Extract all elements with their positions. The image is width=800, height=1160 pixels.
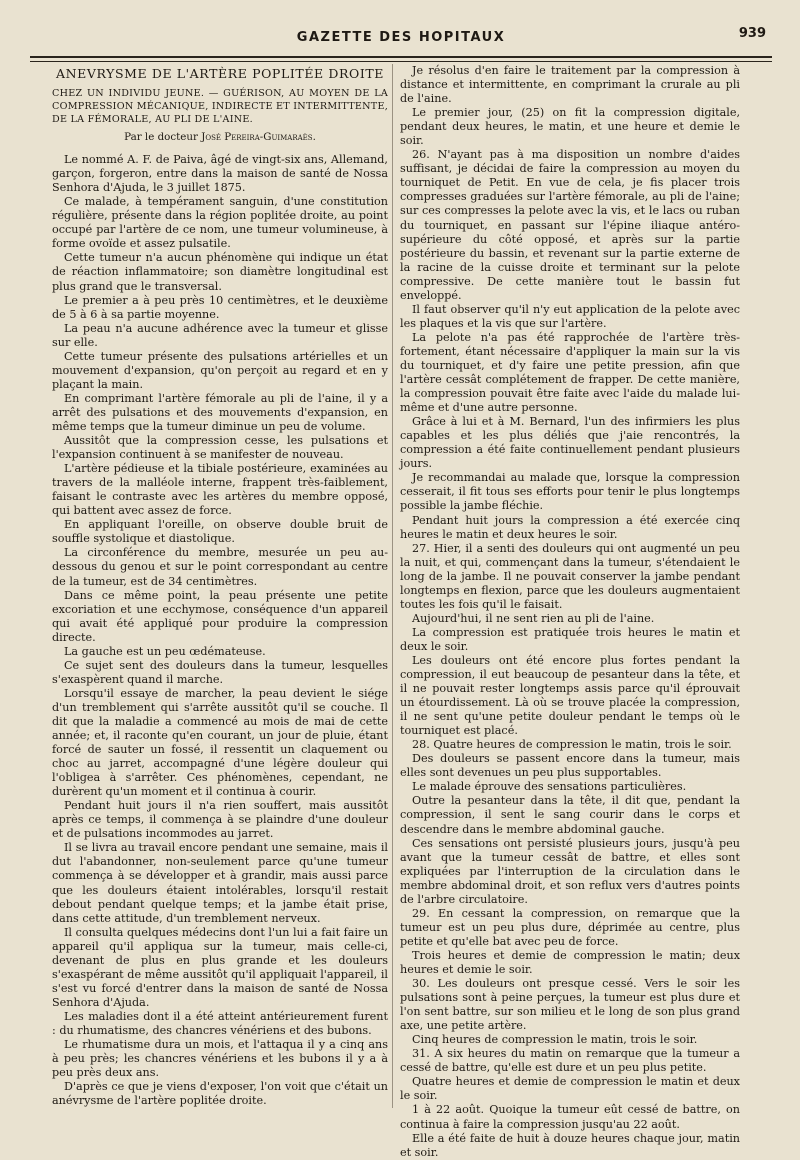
paragraph: Je résolus d'en faire le traitement par la compression à distance et intermittente, en comprimant la crurale au pli de l'aine.	[400, 64, 740, 106]
paragraph: 28. Quatre heures de compression le matin, trois le soir.	[412, 738, 732, 752]
paragraph: L'artère pédieuse et la tibiale postérieure, examinées au travers de la malléole interne, frappent très-faiblement, faisant le contraste avec les artères du membre opposé, qui battent avec assez de force.	[52, 462, 388, 518]
paragraph: La pelote n'a pas été rapprochée de l'artère très-fortement, étant nécessaire d'appliquer la main sur la vis du tourniquet, et d'y faire une petite pression, afin que l'artère cessât complétement de frapper. De cette manière, la compression pouvait être faite avec l'aide du malade lui-même et d'une autre personne.	[400, 330, 740, 415]
paragraph: 27. Hier, il a senti des douleurs qui ont augmenté un peu la nuit, et qui, commençant dans la tumeur, s'étendaient le long de la jambe. Il ne pouvait conserver la jambe pendant longtemps en flexion, parce que les douleurs augmentaient toutes les fois qu'il le faisait.	[400, 541, 740, 611]
paragraph: La circonférence du membre, mesurée un peu au-dessous du genou et sur le point correspondant au centre de la tumeur, est de 34 centimètres.	[52, 546, 388, 588]
header-rule-thick	[30, 56, 772, 58]
paragraph: Elle a été faite de huit à douze heures chaque jour, matin et soir.	[400, 1131, 740, 1159]
paragraph: Il se livra au travail encore pendant une semaine, mais il dut l'abandonner, non-seulement parce qu'une tumeur commença à se développer et à grandir, mais aussi parce que les douleurs étaient intolérables, lorsqu'il restait debout pendant quelque temps; et la jambe était prise, dans cette attitude, d'un tremblement nerveux.	[52, 841, 388, 925]
paragraph: Dans ce même point, la peau présente une petite excoriation et une ecchymose, conséquence d'un appareil qui avait été appliqué pour produire la compression directe.	[52, 588, 388, 644]
paragraph: La gauche est un peu œdémateuse.	[64, 644, 266, 658]
paragraph: Outre la pesanteur dans la tête, il dit que, pendant la compression, il sent le sang courir dans le corps et descendre dans le membre abdominal gauche.	[400, 794, 740, 836]
header-rule-thin	[30, 61, 772, 62]
paragraph: Les douleurs ont été encore plus fortes pendant la compression, il eut beaucoup de pesanteur dans la tête, et il ne pouvait rester longtemps assis parce qu'il éprouvait un étourdissement. Là où se trouve placée la compression, il ne sent qu'une petite douleur pendant le temps où le tourniquet est placé.	[400, 653, 740, 738]
paragraph: La peau n'a aucune adhérence avec la tumeur et glisse sur elle.	[52, 321, 388, 349]
paragraph: Le premier a à peu près 10 centimètres, et le deuxième de 5 à 6 à sa partie moyenne.	[52, 293, 388, 321]
article-author	[52, 130, 388, 144]
paragraph: Les maladies dont il a été atteint antérieurement furent : du rhumatisme, des chancres vénériens et des bubons.	[52, 1009, 388, 1037]
paragraph: Le premier jour, (25) on fit la compression digitale, pendant deux heures, le matin, et une heure et demie le soir.	[400, 106, 740, 148]
paragraph: 31. A six heures du matin on remarque que la tumeur a cessé de battre, qu'elle est dure et un peu plus petite.	[400, 1047, 740, 1075]
paragraph: Ce malade, à tempérament sanguin, d'une constitution régulière, présente dans la région poplitée droite, au point occupé par l'artère de ce nom, une tumeur volumineuse, à forme ovoïde et assez pulsatile.	[52, 195, 388, 251]
paragraph: Pendant huit jours il n'a rien souffert, mais aussitôt après ce temps, il commença à se plaindre d'une douleur et de pulsations incommodes au jarret.	[52, 799, 388, 841]
article-subtitle: CHEZ UN INDIVIDU JEUNE. — GUÉRISON, AU MOYEN DE LA COMPRESSION MÉCANIQUE, INDIRECTE ET INTERMITTENTE, DE LA FÉMORALE, AU PLI DE L'AINE.	[52, 88, 389, 126]
paragraph: 26. N'ayant pas à ma disposition un nombre d'aides suffisant, je décidai de faire la compression au moyen du tourniquet de Petit. En vue de cela, je fis placer trois compresses graduées sur l'artère fémorale, au pli de l'aine; sur ces compresses la pelote avec la vis, et le lacs ou ruban du tourniquet, en passant sur l'épine iliaque antéro-supérieure du côté opposé, et après sur la partie postérieure du bassin, et revenant sur la partie externe de la racine de la cuisse droite et terminant sur la pelote compressive. De cette manière tout le bassin fut enveloppé.	[400, 148, 740, 302]
paragraph: Pendant huit jours la compression a été exercée cinq heures le matin et deux heures le soir.	[400, 513, 740, 541]
paragraph: Cette tumeur n'a aucun phénomène qui indique un état de réaction inflammatoire; son diamètre longitudinal est plus grand que le transversal.	[52, 251, 388, 293]
page-header	[30, 22, 772, 48]
paragraph: En comprimant l'artère fémorale au pli de l'aine, il y a arrêt des pulsations et des mouvements d'expansion, en même temps que la tumeur diminue un peu de volume.	[52, 391, 388, 433]
paragraph: Cette tumeur présente des pulsations artérielles et un mouvement d'expansion, qu'on perçoit au regard et en y plaçant la main.	[52, 349, 388, 391]
article-title: ANEVRYSME DE L'ARTÈRE POPLITÉE DROITE	[55, 66, 385, 81]
journal-title: GAZETTE DES HOPITAUX	[296, 30, 506, 45]
paragraph: En appliquant l'oreille, on observe double bruit de souffle systolique et diastolique.	[52, 518, 388, 546]
paragraph: Trois heures et demie de compression le matin; deux heures et demie le soir.	[400, 948, 740, 976]
paragraph: Le malade éprouve des sensations particulières.	[412, 780, 687, 794]
paragraph: Aussitôt que la compression cesse, les pulsations et l'expansion continuent à se manifester de nouveau.	[52, 434, 388, 462]
left-column	[52, 64, 388, 1118]
author-name: José Pereira-Guimaraès.	[201, 131, 316, 144]
left-column-body	[52, 153, 388, 1108]
column-divider	[392, 64, 393, 1108]
paragraph: Aujourd'hui, il ne sent rien au pli de l'aine.	[412, 611, 655, 625]
paragraph: Il faut observer qu'il n'y eut application de la pelote avec les plaques et la vis que sur l'artère.	[400, 302, 740, 330]
paragraph: Je recommandai au malade que, lorsque la compression cesserait, il fit tous ses efforts pour tenir le plus longtemps possible la jambe fléchie.	[400, 471, 740, 513]
paragraph: 29. En cessant la compression, on remarque que la tumeur est un peu plus dure, déprimée au centre, plus petite et qu'elle bat avec peu de force.	[400, 906, 740, 948]
paragraph: 1 à 22 août. Quoique la tumeur eût cessé de battre, on continua à faire la compression jusqu'au 22 août.	[400, 1103, 740, 1131]
paragraph: 30. Les douleurs ont presque cessé. Vers le soir les pulsations sont à peine perçues, la tumeur est plus dure et l'on sent battre, sur son milieu et le long de son plus grand axe, une petite artère.	[400, 977, 740, 1033]
author-prefix: Par le docteur	[124, 131, 202, 144]
paragraph: D'après ce que je viens d'exposer, l'on voit que c'était un anévrysme de l'artère poplitée droite.	[52, 1080, 388, 1108]
paragraph: Le nommé A. F. de Paiva, âgé de vingt-six ans, Allemand, garçon, forgeron, entre dans la maison de santé de Nossa Senhora d'Ajuda, le 3 juillet 1875.	[52, 153, 388, 195]
paragraph: Ces sensations ont persisté plusieurs jours, jusqu'à peu avant que la tumeur cessât de battre, et elles sont expliquées par l'interruption de la circulation dans le membre abdominal droit, et son reflux vers d'autres points de l'arbre circulatoire.	[400, 836, 740, 906]
paragraph: Cinq heures de compression le matin, trois le soir.	[412, 1033, 698, 1047]
paragraph: Le rhumatisme dura un mois, et l'attaqua il y a cinq ans à peu près; les chancres vénériens et les bubons il y a à peu près deux ans.	[52, 1038, 388, 1080]
paragraph: Il consulta quelques médecins dont l'un lui a fait faire un appareil qu'il appliqua sur la tumeur, mais celle-ci, devenant de plus en plus grande et les douleurs s'exaspérant de même aussitôt qu'il appliquait l'appareil, il s'est vu forcé d'entrer dans la maison de santé de Nossa Senhora d'Ajuda.	[52, 925, 388, 1009]
right-column	[400, 64, 740, 1159]
paragraph: Grâce à lui et à M. Bernard, l'un des infirmiers les plus capables et les plus déliés que j'aie rencontrés, la compression a été faite continuellement pendant plusieurs jours.	[400, 415, 740, 471]
paragraph: Des douleurs se passent encore dans la tumeur, mais elles sont devenues un peu plus supportables.	[400, 752, 740, 780]
paragraph: Ce sujet sent des douleurs dans la tumeur, lesquelles s'exaspèrent quand il marche.	[52, 658, 388, 686]
right-column-body	[400, 64, 740, 1160]
paragraph: Quatre heures et demie de compression le matin et deux le soir.	[400, 1075, 740, 1103]
paragraph: Lorsqu'il essaye de marcher, la peau devient le siége d'un tremblement qui s'arrête aussitôt qu'il se couche. Il dit que la maladie a commencé au mois de mai de cette année; et, il raconte qu'en courant, un jour de pluie, étant forcé de sauter un fossé, il ressentit un claquement ou choc au jarret, accompagné d'une légère douleur qui l'obligea à s'arrêter. Ces phénomènes, cependant, ne durèrent qu'un moment et il continua à courir.	[52, 686, 388, 799]
paragraph: La compression est pratiquée trois heures le matin et deux le soir.	[400, 625, 740, 653]
page-number: 939	[738, 26, 766, 41]
